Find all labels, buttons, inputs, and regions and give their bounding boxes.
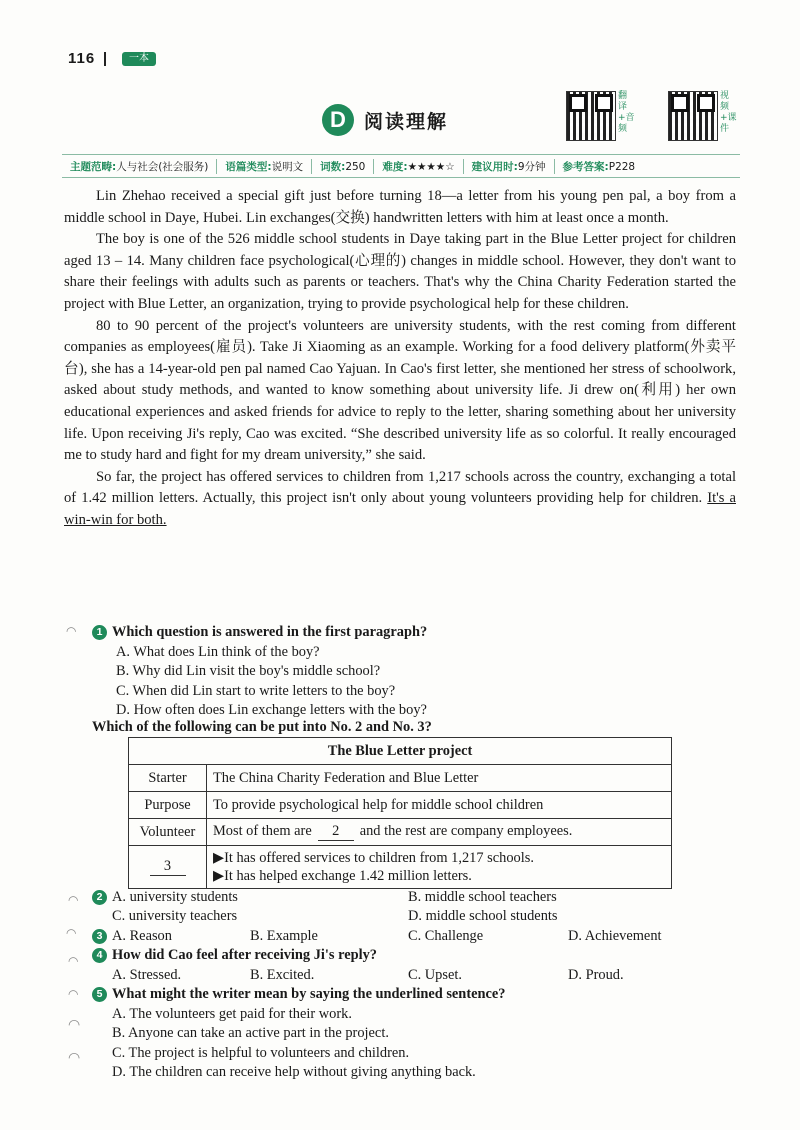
volunteer-value: Most of them are 2 and the rest are company employees.: [207, 819, 672, 846]
question-number-badge: 5: [92, 987, 107, 1002]
q3-option-b[interactable]: B. Example: [250, 928, 318, 944]
q4-option-a[interactable]: A. Stressed.: [112, 966, 182, 983]
blank-3: 3: [150, 858, 186, 876]
q2-option-c[interactable]: C. university teachers: [112, 908, 238, 924]
q4-option-d[interactable]: D. Proud.: [568, 966, 624, 983]
table-title: The Blue Letter project: [129, 738, 672, 765]
answer-mark-icon: ◠: [68, 987, 79, 1001]
qr-label-video: 视频+课件: [720, 91, 737, 134]
q4-option-c[interactable]: C. Upset.: [408, 966, 462, 983]
q1-option-c[interactable]: C. When did Lin start to write letters to the boy?: [116, 682, 396, 699]
info-word-count: 词数:250: [312, 159, 374, 174]
q3-option-c[interactable]: C. Challenge: [408, 928, 484, 944]
info-bar: [62, 154, 740, 178]
question-2: [92, 888, 557, 908]
q2-option-a[interactable]: A. university students: [112, 889, 238, 905]
paragraph-3: 80 to 90 percent of the project's volunteers are university students, with the rest coming from different companies as employees(雇员). Take Ji Xiaoming as an example. Working for a food delivery platform(外卖平台), she has a 14-year-old pen pal named Cao Yajuan. In Cao's first letter, she mentioned her stress of schoolwork, asked about study methods, and wanted to know something about university life. Ji drew on(利用) her own educational experiences and asked friends for advice to reply to the letter, sharing something about her university life. Upon receiving Ji's reply, Cao was excited. “She described university life as so colorful. It really encouraged me to study hard and fight for my dream university,” she said.: [64, 317, 736, 464]
q1-option-a[interactable]: A. What does Lin think of the boy?: [116, 643, 320, 660]
question-3: [92, 927, 662, 947]
qr-label-translation: 翻译+音频: [618, 91, 635, 134]
page-number: 116: [68, 50, 96, 67]
question-number-badge: 3: [92, 929, 107, 944]
achievement-cell: [207, 846, 672, 889]
brand-logo: 一本: [122, 52, 156, 66]
blank-3-cell: [129, 846, 207, 889]
section-heading: [322, 104, 448, 136]
starter-label: Starter: [129, 765, 207, 792]
q4-option-b[interactable]: B. Excited.: [250, 966, 315, 983]
volunteer-label: Volunteer: [129, 819, 207, 846]
q5-option-d[interactable]: D. The children can receive help without giving anything back.: [112, 1064, 476, 1080]
answer-mark-icon: ◠: [66, 926, 77, 940]
question-number-badge: 1: [92, 625, 107, 640]
question-4-text: How did Cao feel after receiving Ji's reply?: [112, 947, 377, 963]
blank-2: 2: [318, 823, 354, 841]
purpose-value: To provide psychological help for middle school children: [207, 792, 672, 819]
section-title: 阅读理解: [364, 110, 449, 133]
purpose-label: Purpose: [129, 792, 207, 819]
q2-option-d[interactable]: D. middle school students: [408, 908, 558, 924]
answer-mark-icon: ◠: [68, 1050, 81, 1066]
q5-option-a[interactable]: A. The volunteers get paid for their work.: [112, 1005, 352, 1022]
question-5: [92, 985, 505, 1083]
info-suggested-time: 建议用时:9分钟: [464, 159, 555, 174]
info-genre: 语篇类型:说明文: [217, 159, 312, 174]
q5-option-b[interactable]: B. Anyone can take an active part in the project.: [112, 1025, 389, 1041]
table-intro: Which of the following can be put into No. 2 and No. 3?: [92, 719, 432, 735]
section-letter-badge: D: [322, 104, 354, 136]
info-difficulty: 难度:★★★★☆: [374, 159, 463, 174]
qr-code-video[interactable]: [668, 91, 718, 141]
q2-option-b[interactable]: B. middle school teachers: [408, 889, 557, 905]
achievement-bullet-1: ▶It has offered services to children from 1,217 schools.: [213, 850, 534, 866]
answer-mark-icon: ◠: [68, 954, 79, 968]
answer-mark-icon: ◠: [66, 624, 77, 638]
q3-option-a[interactable]: A. Reason: [112, 928, 172, 944]
reading-passage: [64, 186, 736, 532]
q1-option-d[interactable]: D. How often does Lin exchange letters with the boy?: [116, 702, 427, 718]
starter-value: The China Charity Federation and Blue Letter: [207, 765, 672, 792]
question-5-text: What might the writer mean by saying the underlined sentence?: [112, 986, 506, 1002]
question-number-badge: 2: [92, 890, 107, 905]
achievement-bullet-2: ▶It has helped exchange 1.42 million letters.: [213, 868, 472, 884]
q3-option-d[interactable]: D. Achievement: [568, 928, 662, 944]
info-answer-page: 参考答案:P228: [562, 160, 636, 173]
question-2-row-2: [112, 907, 558, 927]
q5-option-c[interactable]: C. The project is helpful to volunteers and children.: [112, 1044, 410, 1061]
qr-code-translation[interactable]: [566, 91, 616, 141]
question-number-badge: 4: [92, 948, 107, 963]
underlined-sentence: It's a win-win for both.: [64, 490, 736, 528]
blue-letter-table: [128, 737, 672, 889]
paragraph-4: So far, the project has offered services to children from 1,217 schools across the country, exchanging a total of 1.42 million letters. Actually, this project isn't only about young volunteers providing help for children. It's a win-win for both.: [64, 468, 736, 528]
q1-option-b[interactable]: B. Why did Lin visit the boy's middle school?: [116, 663, 381, 679]
question-1: [92, 623, 427, 721]
answer-mark-icon: ◠: [68, 893, 79, 907]
info-topic: 主题范畴:人与社会(社会服务): [62, 159, 217, 174]
page-divider: [104, 52, 106, 66]
paragraph-1: Lin Zhehao received a special gift just before turning 18—a letter from his young pen pal, a boy from a middle school in Daye, Hubei. Lin exchanges(交换) handwritten letters with him at least once a month.: [64, 188, 736, 226]
question-4: [92, 946, 624, 985]
answer-mark-icon: ◠: [68, 1017, 81, 1033]
question-1-text: Which question is answered in the first paragraph?: [112, 624, 428, 640]
paragraph-2: The boy is one of the 526 middle school students in Daye taking part in the Blue Letter project for children aged 13 – 14. Many children face psychological(心理的) changes in middle school. However, they don't want to share their feelings with adults such as parents or teachers. That's why the China Charity Federation started the project with Blue Letter, an organization, trying to provide psychological help for these children.: [64, 231, 736, 312]
